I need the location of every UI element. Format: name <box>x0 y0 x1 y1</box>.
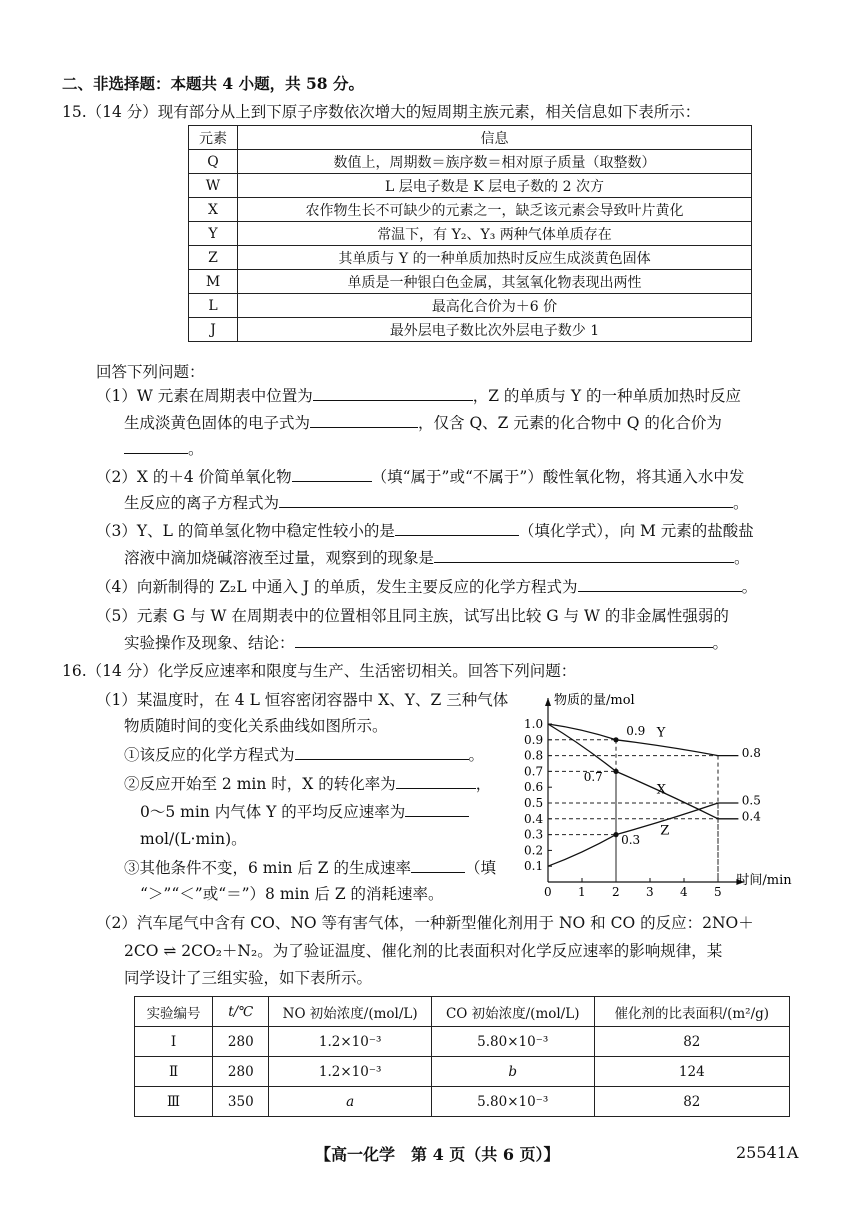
q16-part2-line2: 2CO ⇌ 2CO₂＋N₂。为了验证温度、催化剂的比表面积对化学反应速率的影响规律，某 <box>124 942 723 960</box>
q15-p2-text-c: 生反应的离子方程式为 <box>124 494 280 512</box>
q15-p1-text-e: 。 <box>188 440 204 458</box>
q15-part5-line1 <box>96 603 729 629</box>
table-header-cell: 实验编号 <box>135 997 213 1027</box>
y-tick-label: 0.2 <box>524 843 544 858</box>
data-point <box>613 769 618 774</box>
table-cell: 其单质与 Y 的一种单质加热时反应生成淡黄色固体 <box>238 246 752 270</box>
footer-page-info: 【高一化学 第 4 页（共 6 页）】 <box>315 1145 560 1164</box>
table-row <box>135 1027 790 1057</box>
table-row <box>189 174 752 198</box>
q16-experiment-table <box>134 996 790 1117</box>
q16-sub3-line2: “＞”“＜”或“＝”）8 min 后 Z 的消耗速率。 <box>140 885 444 903</box>
x-axis-label: 时间/min <box>736 873 792 888</box>
q16-s2-text-a: ②反应开始至 2 min 时，X 的转化率为 <box>124 775 396 793</box>
footer-code: 25541A <box>736 1143 799 1162</box>
table-header-cell: 信息 <box>238 126 752 150</box>
table-cell: 82 <box>594 1027 789 1057</box>
table-row <box>189 294 752 318</box>
q15-p2-text-b: （填“属于”或“不属于”）酸性氧化物，将其通入水中发 <box>371 468 745 486</box>
q15-part2-line1 <box>96 464 744 490</box>
data-point <box>613 737 618 742</box>
table-row <box>135 1087 790 1117</box>
table-header-cell: t/℃ <box>213 997 269 1027</box>
amount-vs-time-chart <box>508 680 808 910</box>
table-cell: 单质是一种银白色金属，其氢氧化物表现出两性 <box>238 270 752 294</box>
q15-part3-line1 <box>96 518 754 544</box>
x-tick-label: 2 <box>612 885 620 899</box>
q15-p4-text-b: 。 <box>741 578 758 596</box>
table-cell: L <box>189 294 238 318</box>
data-point <box>613 832 618 837</box>
annotation-label: 0.5 <box>741 793 761 808</box>
section-heading: 二、非选择题：本题共 4 小题，共 58 分。 <box>62 74 364 93</box>
x-tick-label: 3 <box>646 885 654 899</box>
q16-s2-text-c: 0～5 min 内气体 Y 的平均反应速率为 <box>140 803 406 821</box>
annotation-label: 0.9 <box>626 724 646 739</box>
y-tick-label: 0.7 <box>524 764 544 779</box>
y-axis-arrow <box>545 698 551 706</box>
table-cell: 1.2×10⁻³ <box>269 1057 431 1087</box>
table-row <box>189 270 752 294</box>
q16-part2-line3: 同学设计了三组实验，如下表所示。 <box>124 969 373 987</box>
y-axis-label: 物质的量/mol <box>554 693 635 708</box>
answer-blank-w-position[interactable] <box>313 384 473 401</box>
x-tick-label: 1 <box>578 885 586 899</box>
x-tick-label: 5 <box>714 885 722 899</box>
table-cell: L 层电子数是 K 层电子数的 2 次方 <box>238 174 752 198</box>
x-tick-label: 4 <box>680 885 688 899</box>
answer-blank-acidic-oxide[interactable] <box>292 465 372 482</box>
table-cell: J <box>189 318 238 342</box>
table-header-cell: 催化剂的比表面积/(m²/g) <box>594 997 789 1027</box>
table-row <box>189 318 752 342</box>
q15-p1-text-a: （1）W 元素在周期表中位置为 <box>96 387 313 405</box>
answer-blank-ionic-equation[interactable] <box>279 491 733 508</box>
q15-p1-text-b: ，Z 的单质与 Y 的一种单质加热时反应 <box>472 387 742 405</box>
table-row <box>135 1057 790 1087</box>
table-cell: Ⅱ <box>135 1057 213 1087</box>
table-cell: 1.2×10⁻³ <box>269 1027 431 1057</box>
table-header-cell: 元素 <box>189 126 238 150</box>
table-header-cell: CO 初始浓度/(mol/L) <box>431 997 594 1027</box>
q16-s2-text-b: ， <box>475 775 492 793</box>
y-tick-label: 0.5 <box>524 796 544 810</box>
table-cell: 5.80×10⁻³ <box>431 1027 594 1057</box>
q16-s3-text-a: ③其他条件不变，6 min 后 Z 的生成速率 <box>124 859 411 877</box>
answer-blank-chemical-equation[interactable] <box>578 575 742 592</box>
q15-answer-intro: 回答下列问题： <box>96 363 205 381</box>
y-tick-label: 0.8 <box>524 748 544 763</box>
answer-blank-q-valence[interactable] <box>124 437 188 454</box>
table-cell: 280 <box>213 1027 269 1057</box>
annotation-label: 0.3 <box>621 833 641 848</box>
answer-blank-less-stable-hydride[interactable] <box>395 519 519 536</box>
y-tick-label: 0.4 <box>524 811 544 826</box>
annotation-label: 0.7 <box>583 769 603 784</box>
q15-part5-line2 <box>124 630 728 656</box>
table-row <box>189 150 752 174</box>
table-cell: Ⅲ <box>135 1087 213 1117</box>
q16-sub1 <box>124 742 484 768</box>
table-cell: 最高化合价为＋6 价 <box>238 294 752 318</box>
q15-p3-text-d: 。 <box>734 549 750 567</box>
q16-stem: 16.（14 分）化学反应速率和限度与生产、生活密切相关。回答下列问题： <box>62 662 577 680</box>
table-cell: Z <box>189 246 238 270</box>
answer-blank-y-rate[interactable] <box>405 800 469 817</box>
q15-part1-line1 <box>96 383 741 409</box>
q16-part2-line1: （2）汽车尾气中含有 CO、NO 等有害气体，一种新型催化剂用于 NO 和 CO 的反应：2NO＋ <box>96 914 754 932</box>
x-tick-label: 0 <box>544 885 552 899</box>
answer-blank-rate-comparison[interactable] <box>411 856 465 873</box>
table-cell: W <box>189 174 238 198</box>
q15-p1-text-d: ，仅含 Q、Z 元素的化合物中 Q 的化合价为 <box>418 414 722 432</box>
q16-s1-text-b: 。 <box>468 746 485 764</box>
table-header-row <box>189 126 752 150</box>
table-cell: Y <box>189 222 238 246</box>
q15-stem: 15.（14 分）现有部分从上到下原子序数依次增大的短周期主族元素，相关信息如下表所示： <box>62 103 701 121</box>
table-cell: 数值上，周期数＝族序数＝相对原子质量（取整数） <box>238 150 752 174</box>
table-cell: Ⅰ <box>135 1027 213 1057</box>
y-tick-label: 0.1 <box>524 859 544 874</box>
table-cell: 最外层电子数比次外层电子数少 1 <box>238 318 752 342</box>
q16-sub2-line3: mol/(L·min)。 <box>140 830 247 848</box>
q15-p5-text-c: 。 <box>712 634 729 652</box>
q15-p2-text-a: （2）X 的＋4 价简单氧化物 <box>96 468 292 486</box>
q15-part2-line2 <box>124 490 749 516</box>
answer-blank-electron-formula[interactable] <box>310 411 418 428</box>
q16-sub2-line1 <box>124 771 491 797</box>
annotation-label: 0.8 <box>741 746 761 761</box>
table-row <box>189 222 752 246</box>
q16-s1-text-a: ①该反应的化学方程式为 <box>124 746 295 764</box>
series-label-Z: Z <box>660 823 670 839</box>
q16-sub2-line2 <box>140 799 469 825</box>
table-cell: 82 <box>594 1087 789 1117</box>
answer-blank-experiment[interactable] <box>295 631 713 648</box>
q15-part4 <box>96 574 757 600</box>
table-header-row <box>135 997 790 1027</box>
table-cell: 124 <box>594 1057 789 1087</box>
q15-p2-text-d: 。 <box>733 494 749 512</box>
answer-blank-reaction-equation[interactable] <box>295 743 469 760</box>
y-tick-label: 1.0 <box>524 717 544 731</box>
table-row <box>189 198 752 222</box>
q15-part3-line2 <box>124 545 750 571</box>
q15-p3-text-c: 溶液中滴加烧碱溶液至过量，观察到的现象是 <box>124 549 435 567</box>
y-tick-label: 0.6 <box>524 780 544 795</box>
q16-part1-line2: 物质随时间的变化关系曲线如图所示。 <box>124 717 388 735</box>
table-cell: Q <box>189 150 238 174</box>
q15-p1-text-c: 生成淡黄色固体的电子式为 <box>124 414 311 432</box>
table-cell: 5.80×10⁻³ <box>431 1087 594 1117</box>
table-row <box>189 246 752 270</box>
answer-blank-phenomenon[interactable] <box>434 546 734 563</box>
annotation-label: 0.4 <box>741 809 761 824</box>
table-cell: X <box>189 198 238 222</box>
table-cell: 农作物生长不可缺少的元素之一，缺乏该元素会导致叶片黄化 <box>238 198 752 222</box>
answer-blank-x-conversion[interactable] <box>396 772 476 789</box>
q15-p4-text-a: （4）向新制得的 Z₂L 中通入 J 的单质，发生主要反应的化学方程式为 <box>96 578 578 596</box>
series-label-Y: Y <box>656 725 666 741</box>
q16-sub3-line1 <box>124 855 496 881</box>
table-cell: 280 <box>213 1057 269 1087</box>
table-cell: 350 <box>213 1087 269 1117</box>
q15-p5-text-a: （5）元素 G 与 W 在周期表中的位置相邻且同主族，试写出比较 G 与 W 的非金属性强弱的 <box>96 607 729 625</box>
y-tick-label: 0.9 <box>524 732 544 747</box>
q15-part1-line3 <box>124 436 204 462</box>
table-header-cell: NO 初始浓度/(mol/L) <box>269 997 431 1027</box>
table-cell: b <box>431 1057 594 1087</box>
q15-p3-text-b: （填化学式），向 M 元素的盐酸盐 <box>518 522 754 540</box>
q15-p5-text-b: 实验操作及现象、结论： <box>124 634 295 652</box>
q15-part1-line2 <box>124 410 722 436</box>
table-cell: M <box>189 270 238 294</box>
y-tick-label: 0.3 <box>524 827 544 842</box>
q15-p3-text-a: （3）Y、L 的简单氢化物中稳定性较小的是 <box>96 522 395 540</box>
q15-element-table <box>188 125 752 342</box>
q16-part1-line1: （1）某温度时，在 4 L 恒容密闭容器中 X、Y、Z 三种气体 <box>96 691 509 709</box>
table-cell: a <box>269 1087 431 1117</box>
series-label-X: X <box>656 782 667 798</box>
table-cell: 常温下，有 Y₂、Y₃ 两种气体单质存在 <box>238 222 752 246</box>
q16-s3-text-b: （填 <box>464 859 496 877</box>
